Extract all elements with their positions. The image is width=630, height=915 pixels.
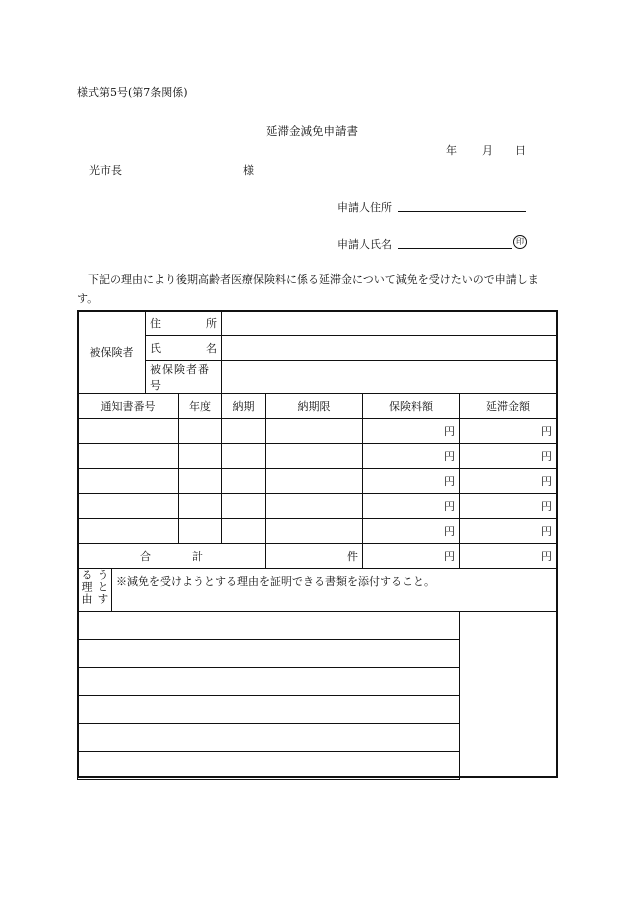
- total-premium[interactable]: 円: [363, 544, 460, 569]
- col-late-fee: 延滞金額: [460, 394, 557, 419]
- fiscal-year-cell[interactable]: [179, 469, 222, 494]
- date-day: 日: [515, 144, 526, 157]
- applicant-address-field[interactable]: [398, 211, 526, 212]
- reason-line[interactable]: [78, 668, 460, 696]
- late-fee-cell[interactable]: 円: [460, 469, 557, 494]
- reason-line[interactable]: [78, 724, 460, 752]
- request-text: 下記の理由により後期高齢者医療保険料に係る延滞金について減免を受けたいので申請します。: [77, 273, 539, 305]
- addressee-honorific: 様: [243, 164, 254, 177]
- reason-note-row: [78, 569, 557, 612]
- table-row: [78, 469, 557, 494]
- applicant-name-field[interactable]: [398, 248, 512, 249]
- reason-line[interactable]: [78, 640, 460, 668]
- reason-line-row: [78, 640, 557, 668]
- notice-number-cell[interactable]: [78, 419, 179, 444]
- insured-address-label: 住 所: [146, 311, 222, 336]
- due-date-cell[interactable]: [266, 494, 363, 519]
- installment-cell[interactable]: [222, 444, 266, 469]
- late-fee-cell[interactable]: 円: [460, 494, 557, 519]
- premium-cell[interactable]: 円: [363, 419, 460, 444]
- date-month: 月: [482, 144, 493, 157]
- late-fee-cell[interactable]: 円: [460, 419, 557, 444]
- premium-cell[interactable]: 円: [363, 444, 460, 469]
- application-table: [77, 310, 557, 780]
- reason-lines: [78, 612, 557, 780]
- date-year: 年: [446, 144, 457, 157]
- seal-mark: 印: [513, 235, 527, 249]
- fiscal-year-cell[interactable]: [179, 444, 222, 469]
- total-row: [78, 544, 557, 569]
- premium-cell[interactable]: 円: [363, 519, 460, 544]
- insured-name-row: [78, 336, 557, 361]
- reason-line[interactable]: [78, 752, 460, 780]
- applicant-name-label: 申請人氏名: [337, 238, 392, 251]
- insured-number-field[interactable]: [222, 361, 557, 394]
- column-header-row: [78, 394, 557, 419]
- insured-address-field[interactable]: [222, 311, 557, 336]
- document-title: 延滞金減免申請書: [266, 124, 358, 138]
- col-due-date: 納期限: [266, 394, 363, 419]
- due-date-cell[interactable]: [266, 469, 363, 494]
- total-label: 合 計: [78, 544, 266, 569]
- reason-line-row: [78, 724, 557, 752]
- reason-line-row: [78, 752, 557, 780]
- insured-name-field[interactable]: [222, 336, 557, 361]
- notice-number-cell[interactable]: [78, 519, 179, 544]
- form-number: 様式第5号(第7条関係): [77, 86, 188, 99]
- data-rows: [78, 419, 557, 544]
- reason-line-row: [78, 696, 557, 724]
- fiscal-year-cell[interactable]: [179, 519, 222, 544]
- due-date-cell[interactable]: [266, 419, 363, 444]
- premium-cell[interactable]: 円: [363, 469, 460, 494]
- installment-cell[interactable]: [222, 519, 266, 544]
- insured-number-label: 被保険者番号: [146, 361, 222, 394]
- reason-note: ※減免を受けようとする理由を証明できる書類を添付すること。: [112, 569, 557, 612]
- installment-cell[interactable]: [222, 469, 266, 494]
- fiscal-year-cell[interactable]: [179, 419, 222, 444]
- due-date-cell[interactable]: [266, 519, 363, 544]
- total-count[interactable]: 件: [266, 544, 363, 569]
- late-fee-cell[interactable]: 円: [460, 444, 557, 469]
- reason-line-row: [78, 612, 557, 640]
- notice-number-cell[interactable]: [78, 494, 179, 519]
- installment-cell[interactable]: [222, 494, 266, 519]
- insured-header: 被保険者: [78, 311, 146, 394]
- fiscal-year-cell[interactable]: [179, 494, 222, 519]
- installment-cell[interactable]: [222, 419, 266, 444]
- applicant-address-label: 申請人住所: [337, 201, 392, 214]
- due-date-cell[interactable]: [266, 444, 363, 469]
- insured-name-label: 氏 名: [146, 336, 222, 361]
- col-notice-number: 通知書番号: [78, 394, 179, 419]
- table-row: [78, 519, 557, 544]
- premium-cell[interactable]: 円: [363, 494, 460, 519]
- late-fee-cell[interactable]: 円: [460, 519, 557, 544]
- notice-number-cell[interactable]: [78, 469, 179, 494]
- reason-line[interactable]: [78, 696, 460, 724]
- addressee-name: 光市長: [89, 164, 122, 177]
- reason-line-row: [78, 668, 557, 696]
- insured-number-row: [78, 361, 557, 394]
- reason-line[interactable]: [78, 612, 460, 640]
- reason-header: うとする理由: [78, 569, 112, 612]
- total-late-fee[interactable]: 円: [460, 544, 557, 569]
- col-fiscal-year: 年度: [179, 394, 222, 419]
- insured-address-row: [78, 311, 557, 336]
- notice-number-cell[interactable]: [78, 444, 179, 469]
- table-row: [78, 494, 557, 519]
- col-premium: 保険料額: [363, 394, 460, 419]
- col-installment: 納期: [222, 394, 266, 419]
- table-row: [78, 444, 557, 469]
- table-row: [78, 419, 557, 444]
